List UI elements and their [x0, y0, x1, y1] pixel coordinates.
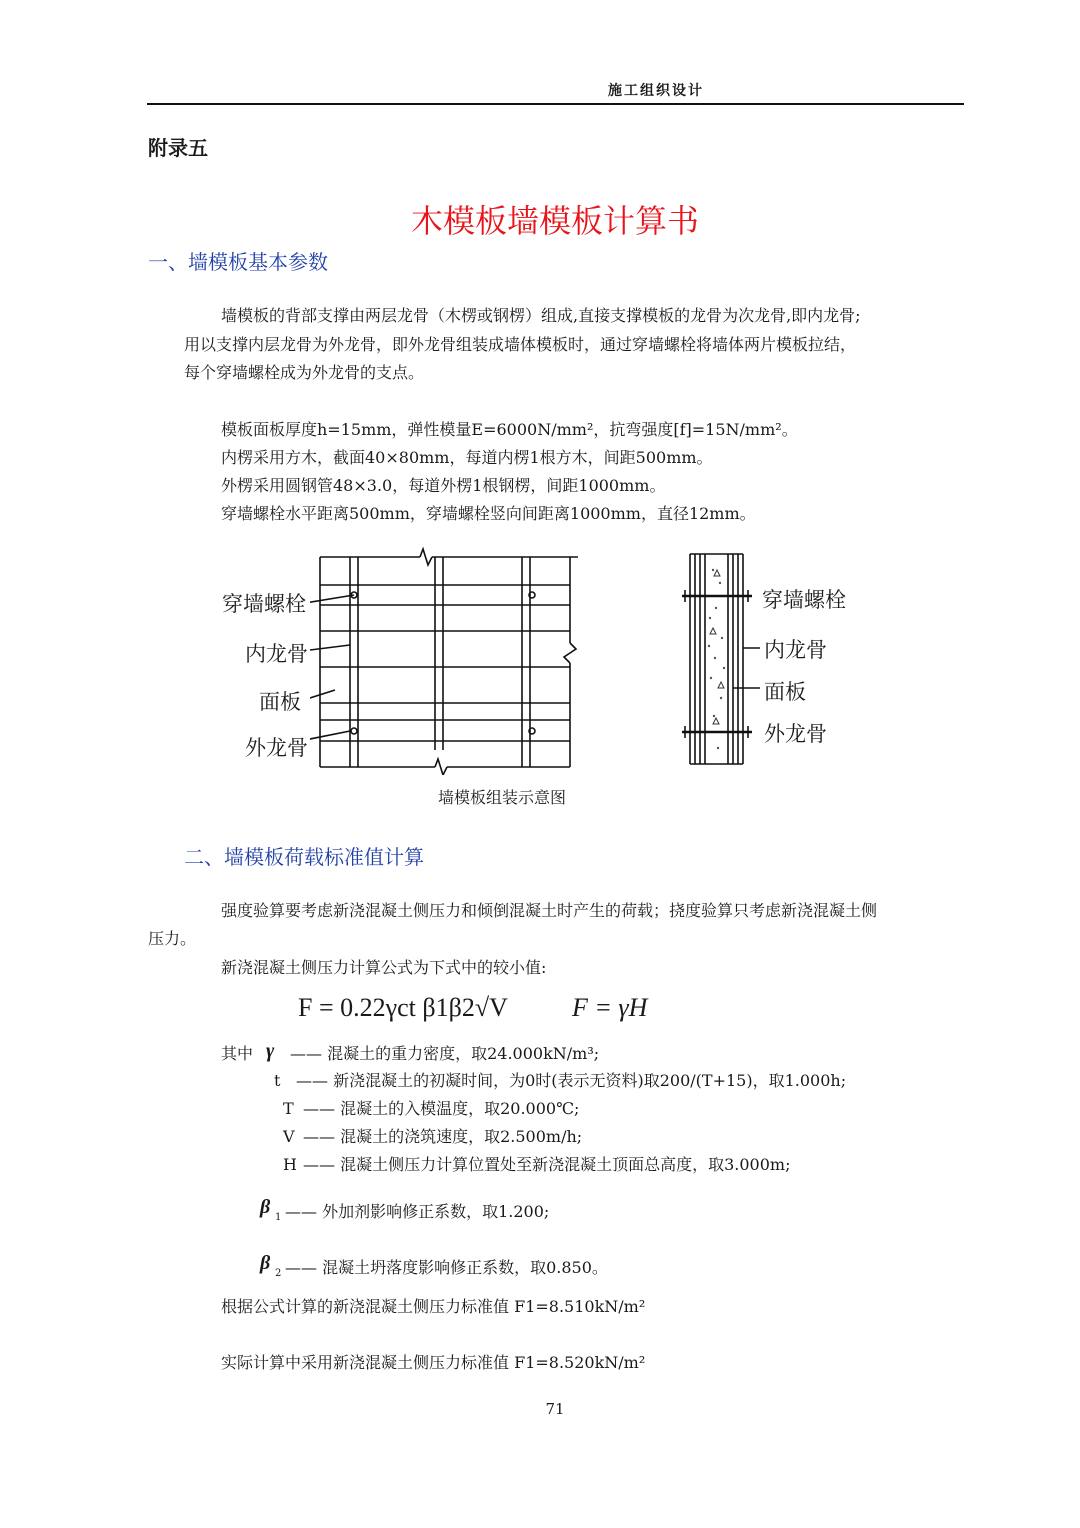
- formwork-section-diagram: [680, 548, 760, 770]
- formula-intro: 新浇混凝土侧压力计算公式为下式中的较小值:: [221, 958, 547, 977]
- section2-heading: 二、墙模板荷载标准值计算: [184, 845, 424, 869]
- var-H-desc: —— 混凝土侧压力计算位置处至新浇混凝土顶面总高度，取3.000m;: [303, 1155, 791, 1174]
- right-label-bolt: 穿墙螺栓: [762, 588, 846, 612]
- H-symbol: H: [283, 1155, 297, 1174]
- section1-heading: 一、墙模板基本参数: [148, 250, 328, 274]
- var-t-desc: —— 新浇混凝土的初凝时间，为0时(表示无资料)取200/(T+15)，取1.000h;: [296, 1071, 847, 1090]
- formula-1: F = 0.22γct β1β2√V: [298, 993, 508, 1022]
- V-symbol: V: [283, 1127, 295, 1146]
- result-calculated: 根据公式计算的新浇混凝土侧压力标准值 F1=8.510kN/m²: [221, 1297, 646, 1316]
- formula-2: F = γH: [572, 993, 648, 1022]
- where-label: 其中: [221, 1044, 254, 1063]
- beta2-symbol: β: [260, 1252, 271, 1274]
- T-symbol: T: [283, 1099, 294, 1118]
- header-rule: [147, 103, 964, 105]
- var-gamma-desc: —— 混凝土的重力密度，取24.000kN/m³;: [290, 1044, 600, 1063]
- right-label-outer-rib: 外龙骨: [764, 722, 827, 746]
- param-line-1: 模板面板厚度h=15mm，弹性模量E=6000N/mm²，抗弯强度[f]=15N/mm²。: [221, 420, 798, 439]
- param-line-4: 穿墙螺栓水平距离500mm，穿墙螺栓竖向间距离1000mm，直径12mm。: [221, 504, 756, 523]
- intro-line-2: 用以支撑内层龙骨为外龙骨，即外龙骨组装成墙体模板时，通过穿墙螺栓将墙体两片模板拉结，: [184, 335, 857, 354]
- section2-para-line-2: 压力。: [148, 929, 197, 948]
- left-label-inner-rib: 内龙骨: [245, 642, 308, 666]
- var-beta1-desc: —— 外加剂影响修正系数，取1.200;: [285, 1202, 550, 1221]
- page-number: 71: [545, 1400, 565, 1418]
- beta1-subscript: 1: [275, 1212, 282, 1223]
- intro-line-1: 墙模板的背部支撑由两层龙骨（木楞或钢楞）组成,直接支撑模板的龙骨为次龙骨,即内龙骨;: [221, 306, 861, 325]
- right-label-panel: 面板: [764, 680, 806, 704]
- formwork-elevation-diagram: [310, 545, 590, 775]
- t-symbol: t: [274, 1071, 281, 1090]
- section2-para-line-1: 强度验算要考虑新浇混凝土侧压力和倾倒混凝土时产生的荷载；挠度验算只考虑新浇混凝土侧: [221, 901, 878, 920]
- param-line-3: 外楞采用圆钢管48×3.0，每道外楞1根钢楞，间距1000mm。: [221, 476, 666, 495]
- gamma-symbol: γ: [266, 1040, 275, 1062]
- beta2-subscript: 2: [275, 1268, 282, 1279]
- var-beta2-desc: —— 混凝土坍落度影响修正系数，取0.850。: [285, 1258, 608, 1277]
- intro-line-3: 每个穿墙螺栓成为外龙骨的支点。: [184, 363, 425, 382]
- figure-caption: 墙模板组装示意图: [438, 788, 567, 807]
- running-header: 施工组织设计: [608, 83, 704, 99]
- appendix-label: 附录五: [148, 136, 208, 160]
- left-label-outer-rib: 外龙骨: [245, 736, 308, 760]
- beta1-symbol: β: [260, 1196, 271, 1218]
- param-line-2: 内楞采用方木，截面40×80mm，每道内楞1根方木，间距500mm。: [221, 448, 713, 467]
- left-label-panel: 面板: [259, 690, 301, 714]
- left-label-bolt: 穿墙螺栓: [222, 592, 306, 616]
- right-label-inner-rib: 内龙骨: [764, 638, 827, 662]
- result-actual: 实际计算中采用新浇混凝土侧压力标准值 F1=8.520kN/m²: [221, 1353, 646, 1372]
- var-T-desc: —— 混凝土的入模温度，取20.000℃;: [303, 1099, 580, 1118]
- document-title: 木模板墙模板计算书: [410, 202, 699, 240]
- var-V-desc: —— 混凝土的浇筑速度，取2.500m/h;: [303, 1127, 583, 1146]
